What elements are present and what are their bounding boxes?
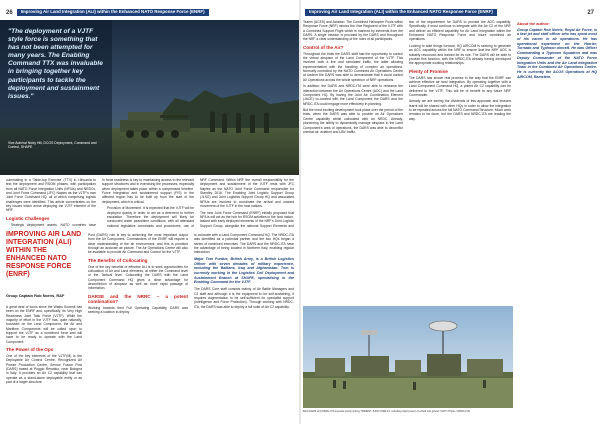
- paragraph: The DARS has shown real promise in the way that the ENRF can achieve effective air land integration. By operating together with a Land Component Command HQ, a potent Air C2 capability can be delivered to the VJTF. This will be of benefit to any future NRF Commander.: [409, 75, 511, 97]
- right-col-2: [409, 20, 511, 303]
- paragraph: Teams (ACES) and Aviation. The Combined Helicopter Pools within Response Force (NRF) mimics the Vice Regiment of the VJTF with a Combined Support Flight which is manned by elements from the DARS. A single mission is provided by the DARS and throughout the NRF a clear understanding of the roles of all participants.: [303, 20, 403, 42]
- page-number: 26: [6, 9, 13, 16]
- left-col-1-upper: [6, 178, 96, 228]
- paragraph: Looking to take things forward, HQ AIRCOM is seeking to generate an ACC capability within the NRF to ensure that the NRF AOC is suitably resourced and trained for its role. The DARS will be able to provide this function, with the NRDC-ITA already having developed the appropriate working relationships.: [409, 43, 511, 66]
- paragraph: Already we are seeing the dividends of this approach and lessons learnt will be shared with other HQs in order to allow the integration to be repeated across the full NATO Command Structure. Much work remains to be done, but the DARS and NRDC-ITA are leading the way.: [409, 99, 511, 121]
- paragraph: Working towards their Full Operating Capability, DARS was seeking a location to deploy: [88, 306, 188, 315]
- paragraph: culminating in a 'Table-top Exercise' (TTX) in Lithuania to test the deployment and RSOM phases, with participation from all NATO Force Integration Units (NFIUs) and NRDCs, and Joint Force Command (JFC) Naples as the VJTF's own Joint Force Command HQ, all of which comprising logistic challenges were identified. This article concentrates on the key issues which arose deploying the VJTF element of the NRF.: [6, 178, 96, 213]
- right-col-1: [303, 20, 403, 303]
- right-page-number-wrap: [587, 8, 594, 17]
- right-page-header: [305, 8, 497, 17]
- paragraph: Throughout the trials the DARS staff had the opportunity to control the virtual airspace of the Land Component of the VJTF. This involved both a live and simulated traffic, the latter allowing experimentation with the handling of complex air operations. Normally controlled by the NATO Combined Air Operations Centre at Uedem the DARS was able to demonstrate that it could control Air Operations across the whole spectrum of NRF operations.: [303, 51, 403, 82]
- left-col-3-upper: [200, 178, 294, 228]
- bullet-strategic-deployment: • Strategic deployment assets. NATO countries have: [11, 223, 96, 228]
- feature-quote: "The deployment of a VJTF style force is something that has not been attempted for many years. The Enabling Command TTX was invaluable in bringing together key participants to tackle the deployment and sustainment issues.": [8, 28, 103, 100]
- section-heading-plenty: Plenty of Promise: [409, 68, 448, 74]
- bullet-provision-of-movement: • Provision of Movement. It is expected that the VJTF will be deployed quickly in order to act as a deterrent to further escalation. Therefore the deployment will likely be conducted under peacetime conditions, with all attendant national legislative constraints and procedures, use of: [107, 206, 194, 228]
- section-heading-control: Control of the Air?: [303, 44, 344, 50]
- right-page: [301, 0, 600, 424]
- paragraph: tion of the requirement for DARS to provide the AOC capability. Specifically, it must continue to integrate with the Air C2 of the NRF and deliver an efficient capability for Air Land Integration within the Enhanced NATO Response Force and future combined air operations.: [409, 20, 511, 42]
- about-author-text: Group Captain Rob Norris, Royal Air Force, is a fast jet and staff officer who has spent most of his career in air operations. He has operational experience on the Harrier, Tornado and Typhoon aircraft. He was Officer Commanding a Typhoon Squadron and was Deputy Commander of the NATO Force Integration Units and the Air Land Integration Team in the Combined Air Operations Centre. He is currently the ACOS Operations at HQ AIRCOM, Ramstein.: [517, 27, 597, 79]
- quote-attribution: Vice Admiral Nicky Hill, DCOS Deployment, Command and Control, SHAPE: [8, 141, 97, 150]
- paragraph: The DARS Core staff consists mainly of Air Battle Managers and C2 staff and although it is the equipment to be self-sustaining, it requires augmentation to be self-sufficient for specialist support (Intelligence and Force Protection). Through working with NRDC-ITA, the DARS was able to deploy a full suite of Air C2 capability.: [194, 287, 294, 309]
- paragraph: One of the key benefits of effective ALI is to seek opportunities for collocation of Air and Land elements, at either the Command level or the Tactical level. Collocating the DARS with the Land Component Command HQ gives a clear advantage for deconfliction of airspace as well as more rapid passage of information.: [88, 264, 188, 291]
- section-heading-benefits: The Benefits of Collocating: [88, 257, 148, 263]
- paragraph: But the most exciting development took place over the period of the trials, when the DARS was able to provide an Air Operations Centre capability whilst collocated with an NRDC. Already, pioneering the ability to dynamically manage airspace in the Land Component's area of operations, the DARS was able to deconflict combat air, aviation and UAV traffic.: [303, 108, 403, 134]
- paragraph: One of the key elements of the VJTF(M) is the Deployable Air Control Centre, Recognized Air Picture Production Centre, Sensor Fusion Post (DARS) based at Poggio Renatico, near Bologna in Italy. It provides an Air C2 capability that can operate as a stand-alone deployable entity or as part of a larger structure.: [6, 354, 82, 385]
- left-col-2-upper: [102, 178, 194, 228]
- article-title: IMPROVING AIR LAND INTEGRATION (ALI) WITHIN THE ENHANCED NATO RESPONSE FORCE (ENRF): [6, 231, 82, 279]
- about-author-label: About the author:: [517, 21, 550, 26]
- dars-radar-site-photo-icon: [303, 306, 513, 408]
- running-header: Improving Air Land Integration (ALI) within the Enhanced NATO Response Force (ENRF): [17, 9, 209, 17]
- left-page-header: [6, 8, 209, 17]
- article-byline: Group Captain Rob Norris, RAF: [6, 293, 65, 298]
- paragraph: The new Joint Force Command (ENRF) initially proposed that NFIUs will act as the hub for RSOM activities in the host nation, tasked with early deployed elements of the NRF's Joint Logistic Support Group, alongside the national Support Elements and: [200, 210, 294, 228]
- paragraph: In force readiness is key to maintaining access to the relevant support structures and in exercising the processes, especially when deployment takes place within a compressed timeline. Force Integration and sustainment support (FIS) in the affected region has to be built up from the start of the deployment, which is critical.: [102, 178, 194, 204]
- left-col-1-lower: [6, 305, 82, 419]
- author-pull-quote: Major Tom Purdue, British Army, is a British Logistics Officer with seven decades of military experience, including the Balkans, Iraq and Afghanistan. Tom is currently working in the Logistics Cell Deployment and Sustainment Branch at SHAPE, specialising in the Enabling Command for the VJTF.: [194, 256, 294, 285]
- section-heading-power: The Power of the Ops: [6, 347, 54, 353]
- paragraph: In addition, the DARS and NRDC-ITA were able to rehearse the interaction between the Air Operations Centre (AOC) and the Land Component HQ. By having the Joint Air Coordination Element (JACE) co-located with the Land Component the DARS and the NRDC-ITA could engage more effectively in planning.: [303, 84, 403, 106]
- left-page: [0, 0, 299, 424]
- photo-caption: Both DARS and NRDC-ITA exercise jointly during TRIDENT JUNCTURE 15, including deployment of a field site (photo: NATO Photo / NRDC-ITA): [303, 410, 471, 413]
- left-col-2-lower: [88, 233, 188, 420]
- page-number: 27: [587, 9, 594, 16]
- right-col-3: [517, 20, 597, 130]
- section-heading-logistic: Logistic Challenges: [6, 215, 50, 221]
- dars-photo: [303, 306, 513, 408]
- paragraph: A great deal of focus since the Wales Summit has been on the ENRF and, specifically, its Very High Readiness Joint Task Force (VJTF). While the majority of effort in the VJTF has, quite naturally, focussed on the Land Component, the Air and Maritime Components will be called upon to support the VJTF as a combined force and will have to be ready to operate with the Land Component.: [6, 305, 82, 344]
- paragraph: to collocate with a Land Component Command HQ. The NRDC-ITA was identified as a potential partner and the two HQs began a series of combined exercises. The DARS and the NRDC-ITA have the advantage of being located in Northern Italy, enabling regular interaction.: [194, 233, 294, 255]
- section-heading-darse: DARSE and the NRRC – a potent combination?: [88, 293, 188, 305]
- left-col-3-lower: [194, 233, 294, 420]
- paragraph: Post (DARS) role is key to achieving the most important output from the Air Component. Commanders of the ENRF will require a clear understanding of the air environment, and this is provided through an accurate air picture. The Air Operations Centre will also be available to provide Air Command and Control for the VJTF.: [88, 233, 188, 255]
- paragraph: NRF Command. Within NRF the overall responsibility for the deployment and sustainment of the VJTF rests with JFC Naples as the NATO Joint Force Command responsible for Standby 2016. The Enabling Joint Logistic Support Group (JLSG) and Joint Logistics Support Group HQ and associated NFIUs are involved to coordinate the arrival and onward movement of the VJTF in the host nations.: [200, 178, 294, 209]
- running-header: Improving Air Land Integration (ALI) within the Enhanced NATO Response Force (ENRF): [305, 9, 497, 17]
